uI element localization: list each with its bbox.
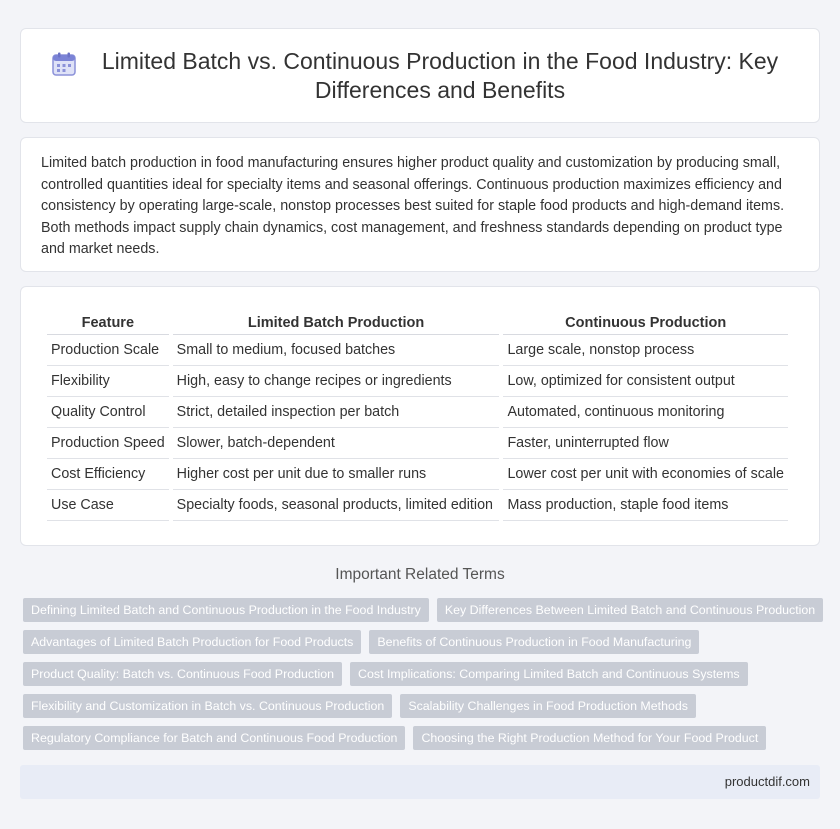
footer	[20, 765, 820, 799]
table-cell: High, easy to change recipes or ingredients	[173, 366, 500, 397]
related-term-tag[interactable]: Advantages of Limited Batch Production for Food Products	[23, 630, 361, 654]
table-cell: Production Scale	[47, 335, 169, 366]
table-row	[47, 397, 788, 428]
table-cell: Large scale, nonstop process	[503, 335, 788, 366]
table-cell: Small to medium, focused batches	[173, 335, 500, 366]
footer-site-link[interactable]: productdif.com	[724, 774, 810, 789]
table-row	[47, 490, 788, 521]
table-cell: Slower, batch-dependent	[173, 428, 500, 459]
table-cell: Low, optimized for consistent output	[503, 366, 788, 397]
page-title: Limited Batch vs. Continuous Production in the Food Industry: Key Differences and Benefits	[101, 47, 779, 103]
table-cell: Quality Control	[47, 397, 169, 428]
table-cell: Automated, continuous monitoring	[503, 397, 788, 428]
header-feature: Feature	[47, 307, 169, 335]
table-cell: Flexibility	[47, 366, 169, 397]
related-term-tag[interactable]: Product Quality: Batch vs. Continuous Food Production	[23, 662, 342, 686]
header-limited-batch: Limited Batch Production	[173, 307, 500, 335]
related-term-tag[interactable]: Key Differences Between Limited Batch and Continuous Production	[437, 598, 823, 622]
table-header-row	[47, 307, 788, 335]
comparison-table	[43, 307, 792, 521]
table-row	[47, 459, 788, 490]
header-card	[20, 28, 820, 123]
related-term-tag[interactable]: Scalability Challenges in Food Production Methods	[400, 694, 696, 718]
table-cell: Production Speed	[47, 428, 169, 459]
related-term-tag[interactable]: Flexibility and Customization in Batch vs. Continuous Production	[23, 694, 392, 718]
table-cell: Strict, detailed inspection per batch	[173, 397, 500, 428]
related-terms-list	[23, 598, 823, 758]
tag-row	[23, 726, 823, 750]
table-cell: Use Case	[47, 490, 169, 521]
related-terms-title: Important Related Terms	[335, 566, 505, 583]
table-row	[47, 366, 788, 397]
tag-row	[23, 598, 823, 622]
table-cell: Higher cost per unit due to smaller runs	[173, 459, 500, 490]
intro-text: Limited batch production in food manufacturing ensures higher product quality and customization by producing small, controlled quantities ideal for specialty items and seasonal offerings. Continuous production maximizes efficiency and consistency by operating large-scale, nonstop processes best suited for staple food products and high-demand items. Both methods impact supply chain dynamics, cost management, and freshness standards depending on product type and market needs.	[41, 155, 785, 257]
header-continuous: Continuous Production	[503, 307, 788, 335]
table-cell: Mass production, staple food items	[503, 490, 788, 521]
related-term-tag[interactable]: Regulatory Compliance for Batch and Continuous Food Production	[23, 726, 405, 750]
table-cell: Cost Efficiency	[47, 459, 169, 490]
tag-row	[23, 694, 823, 718]
table-row	[47, 428, 788, 459]
tag-row	[23, 630, 823, 654]
related-term-tag[interactable]: Benefits of Continuous Production in Food Manufacturing	[369, 630, 699, 654]
related-term-tag[interactable]: Choosing the Right Production Method for Your Food Product	[413, 726, 766, 750]
intro-card	[20, 137, 820, 272]
tag-row	[23, 662, 823, 686]
calendar-icon	[51, 51, 77, 77]
comparison-table-card	[20, 286, 820, 546]
table-cell: Faster, uninterrupted flow	[503, 428, 788, 459]
table-row	[47, 335, 788, 366]
table-cell: Specialty foods, seasonal products, limited edition	[173, 490, 500, 521]
related-term-tag[interactable]: Cost Implications: Comparing Limited Batch and Continuous Systems	[350, 662, 748, 686]
related-term-tag[interactable]: Defining Limited Batch and Continuous Production in the Food Industry	[23, 598, 429, 622]
table-cell: Lower cost per unit with economies of scale	[503, 459, 788, 490]
